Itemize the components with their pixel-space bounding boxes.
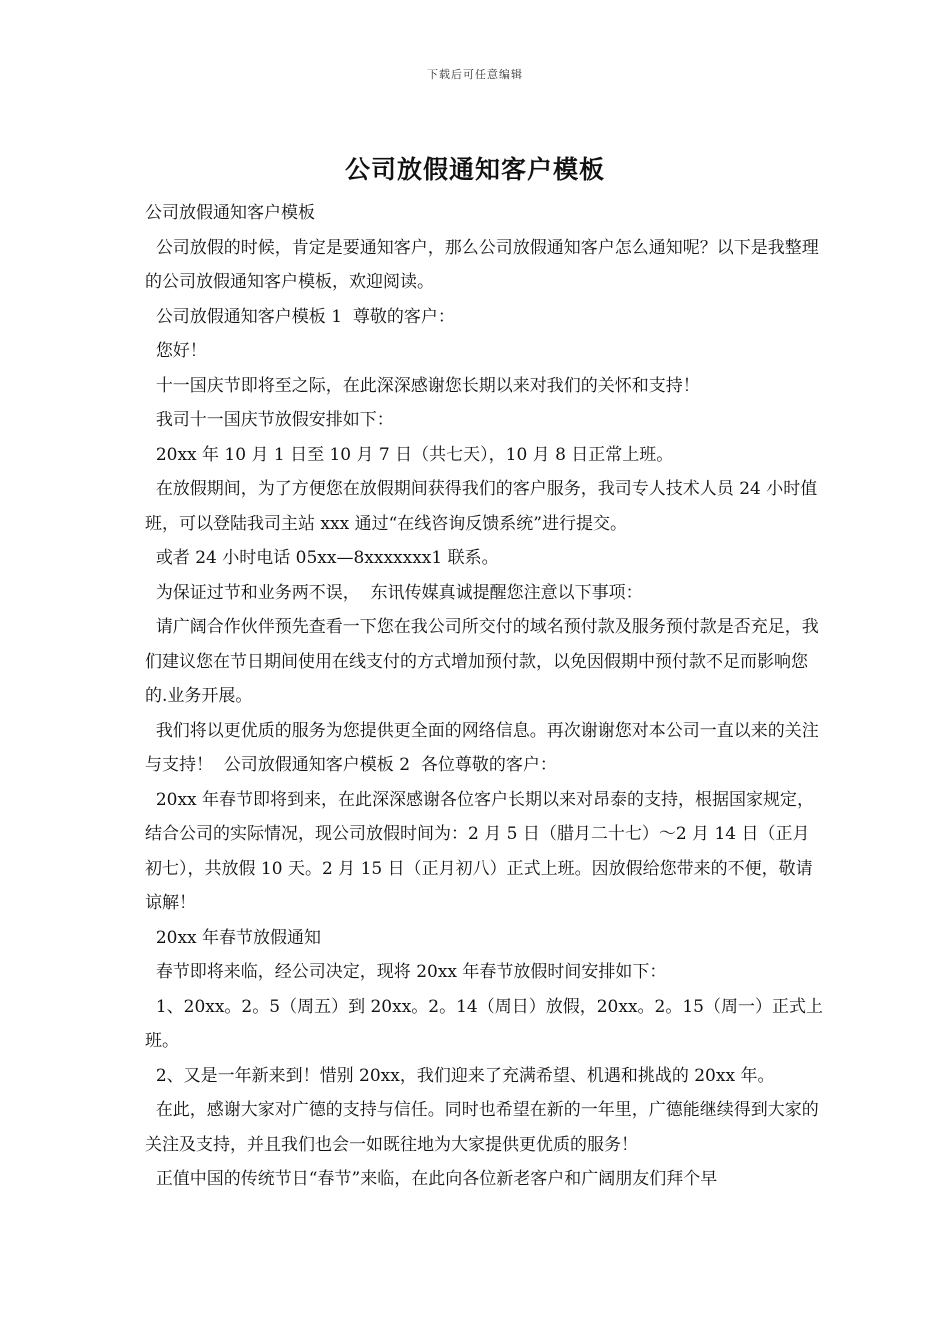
- document-title: 公司放假通知客户模板: [344, 155, 605, 184]
- paragraph-greeting-festival: 正值中国的传统节日“春节”来临，在此向各位新老客户和广阔朋友们拜个早: [145, 1169, 718, 1189]
- paragraph-thanks: 十一国庆节即将至之际，在此深深感谢您长期以来对我们的关怀和支持！: [145, 375, 700, 396]
- header-note: 下载后可任意编辑: [427, 68, 523, 81]
- paragraph-prepayment: 请广阔合作伙伴预先查看一下您在我公司所交付的域名预付款及服务预付款是否充足，我们建议您在节日期间使用在线支付的方式增加预付款，以免因假期中预付款不足而影响您的.业务开展。: [145, 617, 819, 706]
- paragraph-service: 在放假期间，为了方便您在放假期间获得我们的客户服务，我司专人技术人员 24 小时值班，可以登陆我司主站 xxx 通过“在线咨询反馈系统”进行提交。: [145, 479, 818, 534]
- paragraph-item-2: 2、又是一年新来到！惜别 20xx，我们迎来了充满希望、机遇和挑战的 20xx 年。: [145, 1065, 775, 1086]
- paragraph-phone: 或者 24 小时电话 05xx—8xxxxxxx1 联系。: [145, 548, 499, 568]
- paragraph-gratitude: 在此，感谢大家对广德的支持与信任。同时也希望在新的一年里，广德能继续得到大家的关注及支持，并且我们也会一如既往地为大家提供更优质的服务！: [145, 1100, 819, 1155]
- paragraph-closing-template2: 我们将以更优质的服务为您提供更全面的网络信息。再次谢谢您对本公司一直以来的关注与支持！ 公司放假通知客户模板 2 各位尊敬的客户：: [145, 720, 819, 775]
- paragraph-notice-intro: 春节即将来临，经公司决定，现将 20xx 年春节放假时间安排如下：: [145, 962, 667, 982]
- paragraph-spring-festival: 20xx 年春节即将到来，在此深深感谢各位客户长期以来对昂泰的支持，根据国家规定，结合公司的实际情况，现公司放假时间为：2 月 5 日（腊月二十七）～2 月 14 日（正月初七），共放假 10 天。2 月 15 日（正月初八）正式上班。因放假给您带来的不便，敬请谅解！: [145, 789, 815, 913]
- paragraph-greeting: 您好！: [145, 341, 207, 361]
- paragraph-schedule: 20xx 年 10 月 1 日至 10 月 7 日（共七天），10 月 8 日正常上班。: [145, 444, 674, 465]
- paragraph-intro: 公司放假的时候，肯定是要通知客户，那么公司放假通知客户怎么通知呢？以下是我整理的公司放假通知客户模板，欢迎阅读。: [145, 237, 819, 292]
- paragraph-subtitle: 公司放假通知客户模板: [145, 203, 315, 223]
- paragraph-notice-heading: 20xx 年春节放假通知: [145, 927, 322, 948]
- paragraph-reminder: 为保证过节和业务两不误， 东讯传媒真诚提醒您注意以下事项：: [145, 582, 643, 603]
- paragraph-template1-heading: 公司放假通知客户模板 1 尊敬的客户：: [145, 306, 455, 327]
- paragraph-schedule-intro: 我司十一国庆节放假安排如下：: [145, 410, 394, 430]
- paragraph-item-1: 1、20xx。2。5（周五）到 20xx。2。14（周日）放假，20xx。2。15（周一）正式上班。: [145, 996, 823, 1051]
- document-body: [145, 196, 825, 1197]
